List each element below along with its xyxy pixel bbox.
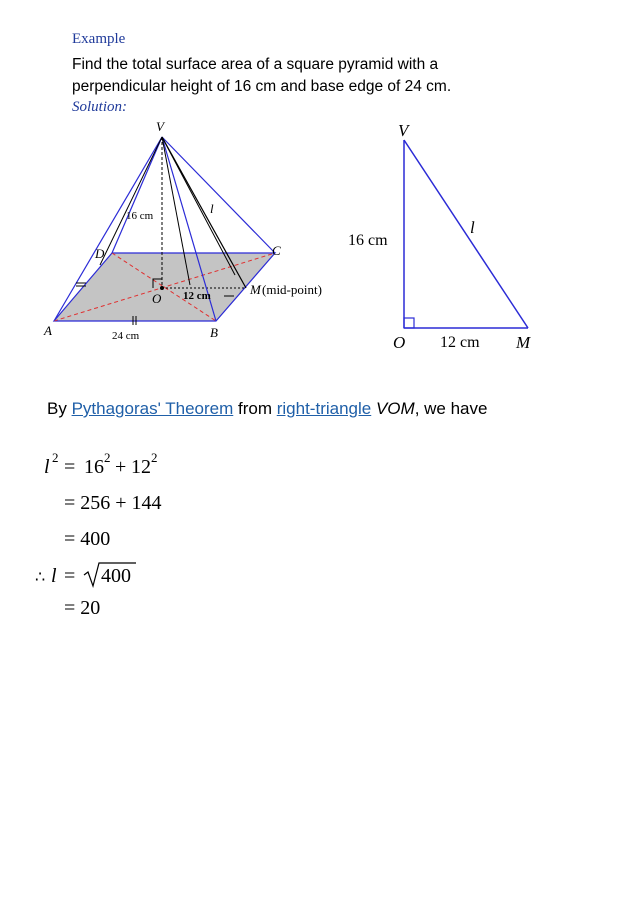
label-edge: 24 cm (112, 330, 140, 342)
label-v: V (156, 119, 164, 134)
therefore-icon: ∴ (35, 569, 46, 586)
label-c: C (272, 243, 281, 258)
solution-label: Solution: (72, 99, 127, 115)
theorem-tail: , we have (414, 399, 488, 418)
math-l-exp: 2 (52, 450, 59, 465)
math-eq1: = (64, 456, 76, 478)
triangle-label-v: V (398, 121, 409, 140)
math-plus1: + (115, 456, 127, 478)
math-line5: = 20 (64, 597, 101, 619)
triangle-label-slant: l (470, 218, 475, 237)
label-o: O (152, 291, 162, 306)
triangle-label-m: M (516, 333, 531, 352)
math-eq4: = (64, 565, 76, 587)
label-height: 16 cm (126, 210, 154, 222)
label-midpoint: (mid-point) (262, 282, 322, 297)
math-16-exp: 2 (104, 450, 111, 465)
math-line3: = 400 (64, 528, 111, 550)
right-triangle-link[interactable]: right-triangle (276, 399, 372, 418)
math-12: 12 (131, 456, 151, 478)
math-l2: l (51, 565, 57, 587)
label-m: M (250, 282, 261, 297)
triangle-label-height: 16 cm (348, 232, 388, 249)
label-d: D (95, 246, 105, 261)
label-half-edge: 12 cm (183, 290, 211, 302)
example-heading: Example (72, 31, 126, 47)
label-b: B (210, 325, 218, 340)
pythagoras-theorem-link[interactable]: Pythagoras' Theorem (71, 399, 234, 418)
math-line2: = 256 + 144 (64, 492, 162, 514)
theorem-from: from (238, 399, 272, 418)
label-slant: l (210, 201, 214, 216)
math-l: l (44, 456, 50, 478)
math-16: 16 (84, 456, 104, 478)
math-12-exp: 2 (151, 450, 158, 465)
problem-line-2: perpendicular height of 16 cm and base edge of 24 cm. (72, 78, 452, 95)
math-sqrt-arg: 400 (101, 565, 131, 587)
problem-line-1: Find the total surface area of a square pyramid with a (72, 56, 439, 73)
triangle-name: VOM (375, 399, 415, 418)
triangle-label-base: 12 cm (440, 334, 480, 351)
theorem-by: By (47, 399, 67, 418)
triangle-label-o: O (393, 333, 406, 352)
label-a: A (44, 323, 52, 338)
